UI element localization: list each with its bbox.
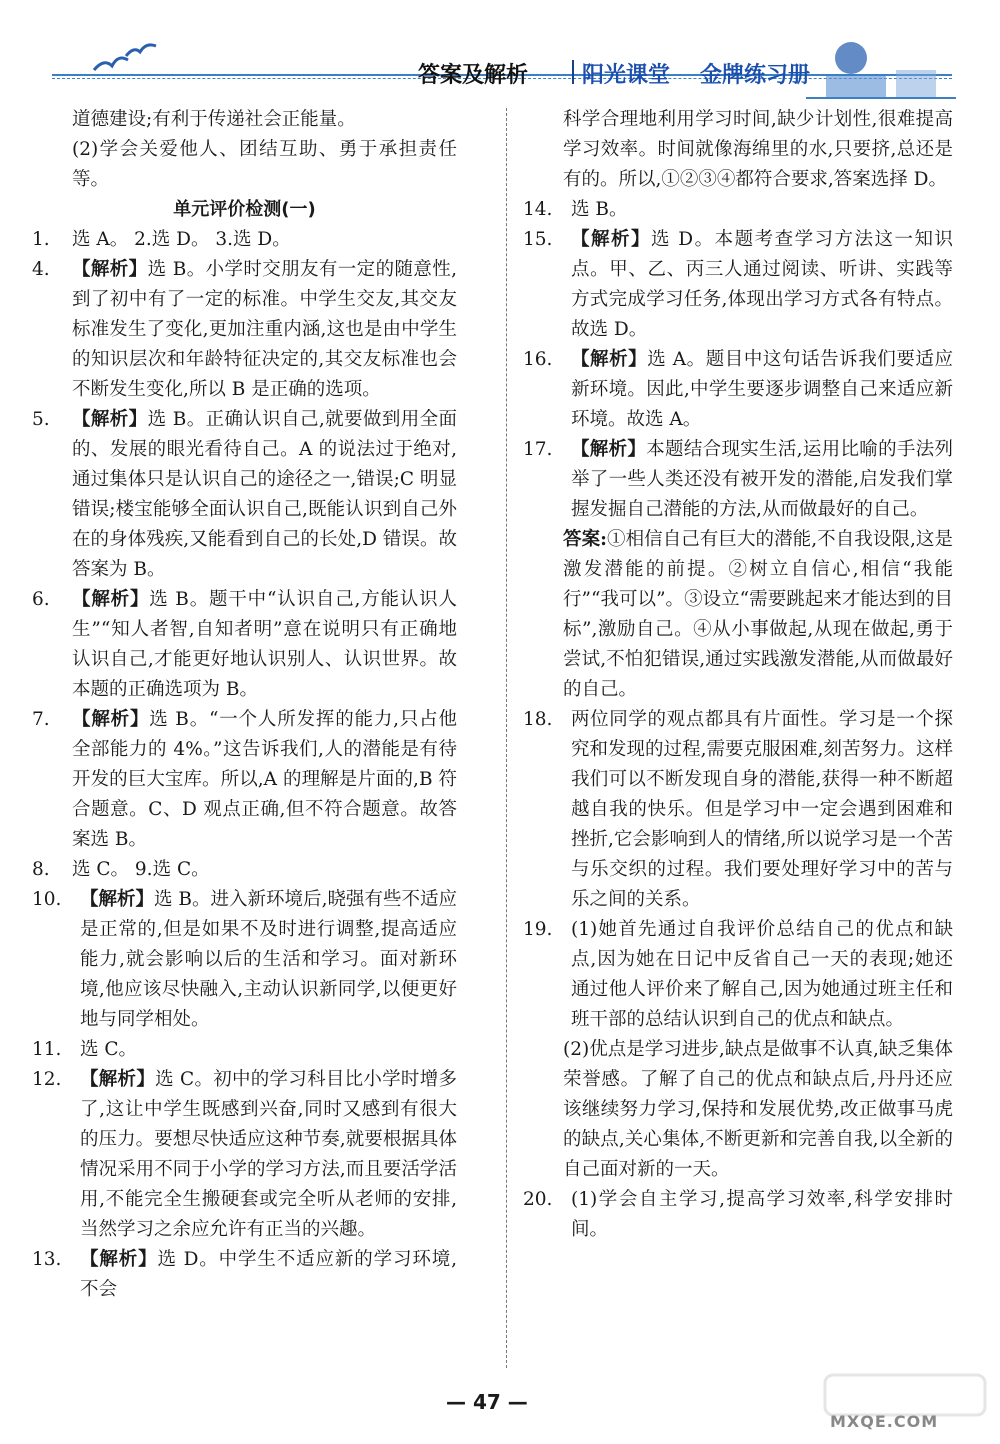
- left-column: [32, 105, 457, 1305]
- item-text: 选 B。小学时交朋友有一定的随意性,到了初中有了一定的标准。中学生交友,其交友标准发生了变化,更加注重内涵,这也是由中学生的知识层次和年龄特征决定的,其交友标准也会不断发生变化,所以 B 是正确的选项。: [72, 259, 457, 400]
- section-title: 单元评价检测(一): [173, 199, 316, 220]
- answer-item: [32, 405, 457, 585]
- answer-item: [32, 225, 457, 255]
- analysis-tag: 【解析】: [80, 889, 155, 910]
- item-text: 选 A。 2.选 D。 3.选 D。: [72, 229, 291, 250]
- item-number: 12.: [32, 1069, 62, 1090]
- answer-item: [32, 1065, 457, 1245]
- item-number: 16.: [523, 349, 553, 370]
- item-text: (1)她首先通过自我评价总结自己的优点和缺点,因为她在日记中反省自己一天的表现;她还通过他人评价来了解自己,因为她通过班主任和班干部的总结认识到自己的优点和缺点。: [571, 919, 953, 1030]
- analysis-tag: 【解析】: [571, 229, 651, 250]
- answer-item: [523, 705, 953, 915]
- item-number: 10.: [32, 889, 62, 910]
- item-number: 1.: [32, 229, 50, 250]
- item-text: 选 D。中学生不适应新的学习环境,不会: [80, 1249, 457, 1300]
- analysis-tag: 【解析】: [72, 409, 148, 430]
- answer-item: [523, 525, 953, 705]
- item-text: 选 C。 9.选 C。: [72, 859, 210, 880]
- answer-item: [523, 1185, 953, 1245]
- answer-item: [523, 225, 953, 345]
- answer-item: [523, 105, 953, 195]
- item-text: ①相信自己有巨大的潜能,不自我设限,这是激发潜能的前提。②树立自信心,相信“我能行”“我可以”。③设立“需要跳起来才能达到的目标”,激励自己。④从小事做起,从现在做起,勇于尝试,不怕犯错误,通过实践激发潜能,从而做最好的自己。: [563, 529, 953, 700]
- item-number: 19.: [523, 919, 553, 940]
- item-text: 选 B。: [571, 199, 628, 220]
- item-number: 11.: [32, 1039, 62, 1060]
- item-number: 8.: [32, 859, 50, 880]
- answer-item: [32, 855, 457, 885]
- item-text: (2)学会关爱他人、团结互助、勇于承担责任等。: [72, 139, 457, 190]
- item-text: 科学合理地利用学习时间,缺少计划性,很难提高学习效率。时间就像海绵里的水,只要挤,总还是有的。所以,①②③④都符合要求,答案选择 D。: [563, 109, 953, 190]
- page-number: — 47 —: [446, 1390, 528, 1414]
- analysis-tag: 【解析】: [571, 349, 648, 370]
- analysis-tag: 【解析】: [80, 1069, 156, 1090]
- analysis-tag: 【解析】: [571, 439, 647, 460]
- answer-item: [523, 195, 953, 225]
- answer-item: [523, 345, 953, 435]
- item-number: 13.: [32, 1249, 62, 1270]
- item-text: (1)学会自主学习,提高学习效率,科学安排时间。: [571, 1189, 953, 1240]
- item-text: 选 C。: [80, 1039, 138, 1060]
- brand-name: 阳光课堂: [582, 63, 671, 88]
- analysis-tag: 答案:: [563, 529, 607, 550]
- answer-item: [32, 255, 457, 405]
- page-header: [0, 0, 1000, 110]
- analysis-tag: 【解析】: [72, 589, 150, 610]
- analysis-tag: 【解析】: [72, 709, 150, 730]
- analysis-tag: 【解析】: [80, 1249, 158, 1270]
- item-text: 选 A。题目中这句话告诉我们要适应新环境。因此,中学生要逐步调整自己来适应新环境。故选 A。: [571, 349, 953, 430]
- answer-item: [32, 1245, 457, 1305]
- answer-item: [32, 105, 457, 135]
- answer-item: [32, 885, 457, 1035]
- item-text: 选 D。本题考查学习方法这一知识点。甲、乙、丙三人通过阅读、听讲、实践等方式完成学习任务,体现出学习方式各有特点。故选 D。: [571, 229, 953, 340]
- item-text: 选 B。题干中“认识自己,方能认识人生”“知人者智,自知者明”意在说明只有正确地认识自己,才能更好地认识别人、认识世界。故本题的正确选项为 B。: [72, 589, 457, 700]
- answers-title: 答案及解析: [418, 63, 529, 88]
- item-number: 15.: [523, 229, 553, 250]
- answer-item: [523, 1035, 953, 1185]
- item-text: 道德建设;有利于传递社会正能量。: [72, 109, 356, 130]
- item-number: 7.: [32, 709, 50, 730]
- item-text: 选 B。正确认识自己,就要做到用全面的、发展的眼光看待自己。A 的说法过于绝对,通过集体只是认识自己的途径之一,错误;C 明显错误;楼宝能够全面认识自己,既能认识到自己外在的身体残疾,又能看到自己的长处,D 错误。故答案为 B。: [72, 409, 457, 580]
- answer-item: [32, 585, 457, 705]
- header-separator: [572, 60, 574, 84]
- watermark-text: MXQE.COM: [830, 1412, 939, 1431]
- analysis-tag: 【解析】: [72, 259, 148, 280]
- item-number: 18.: [523, 709, 553, 730]
- item-text: 两位同学的观点都具有片面性。学习是一个探究和发现的过程,需要克服困难,刻苦努力。这样我们可以不断发现自身的潜能,获得一种不断超越自我的快乐。但是学习中一定会遇到困难和挫折,它会影响到人的情绪,所以说学习是一个苦与乐交织的过程。我们要处理好学习中的苦与乐之间的关系。: [571, 709, 953, 910]
- item-number: 17.: [523, 439, 553, 460]
- answer-item: [32, 1035, 457, 1065]
- answer-item: [32, 705, 457, 855]
- item-text: 选 B。“一个人所发挥的能力,只占他全部能力的 4%。”这告诉我们,人的潜能是有待开发的巨大宝库。所以,A 的理解是片面的,B 符合题意。C、D 观点正确,但不符合题意。故答案选 B。: [72, 709, 457, 850]
- answer-item: [523, 915, 953, 1035]
- decoration-globe-icon: [806, 28, 956, 108]
- answer-item: [523, 435, 953, 525]
- item-text: 选 B。进入新环境后,晓强有些不适应是正常的,但是如果不及时进行调整,提高适应能力,就会影响以后的生活和学习。面对新环境,他应该尽快融入,主动认识新同学,以便更好地与同学相处。: [80, 889, 457, 1030]
- item-number: 6.: [32, 589, 50, 610]
- item-text: 本题结合现实生活,运用比喻的手法列举了一些人类还没有被开发的潜能,启发我们掌握发掘自己潜能的方法,从而做最好的自己。: [571, 439, 953, 520]
- column-divider: [506, 108, 508, 1368]
- right-column: [523, 105, 953, 1245]
- item-number: 14.: [523, 199, 553, 220]
- book-name: 金牌练习册: [700, 63, 811, 88]
- item-text: 选 C。初中的学习科目比小学时增多了,这让中学生既感到兴奋,同时又感到有很大的压力。要想尽快适应这种节奏,就要根据具体情况采用不同于小学的学习方法,而且要活学活用,不能完全生搬硬套或完全听从老师的安排,当然学习之余应允许有正当的兴趣。: [80, 1069, 457, 1240]
- item-number: 5.: [32, 409, 50, 430]
- item-number: 4.: [32, 259, 50, 280]
- item-text: (2)优点是学习进步,缺点是做事不认真,缺乏集体荣誉感。了解了自己的优点和缺点后,丹丹还应该继续努力学习,保持和发展优势,改正做事马虎的缺点,关心集体,不断更新和完善自我,以全新的自己面对新的一天。: [563, 1039, 953, 1180]
- item-number: 20.: [523, 1189, 553, 1210]
- answer-item: [32, 135, 457, 195]
